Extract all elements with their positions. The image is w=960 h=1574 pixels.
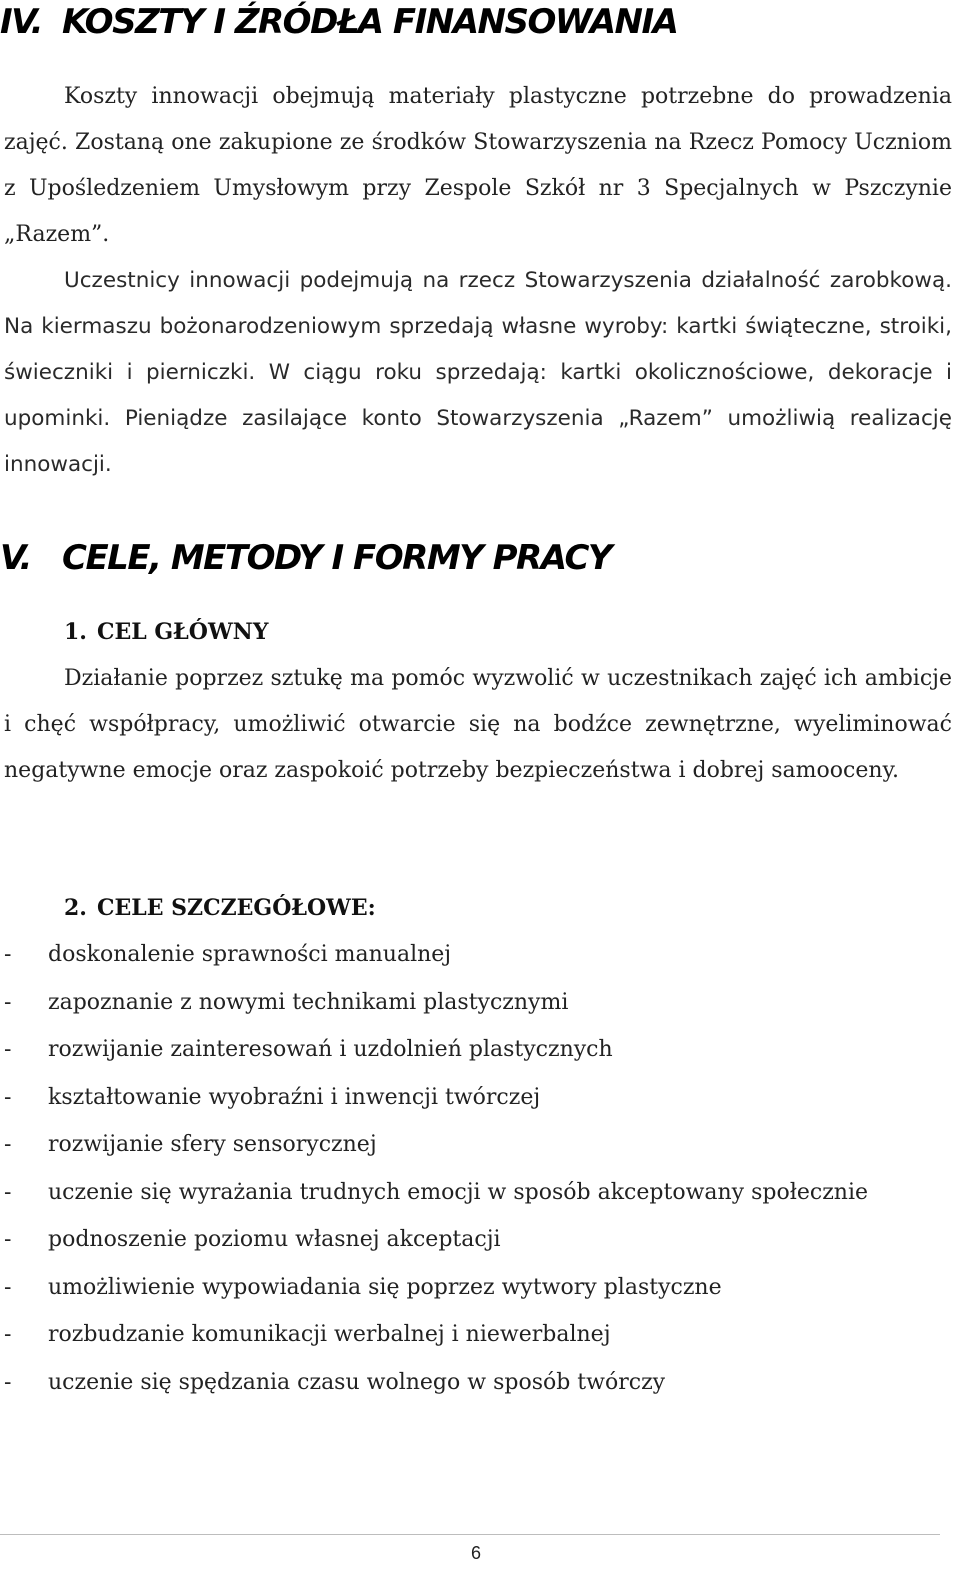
main-goal-number: 1. — [64, 619, 87, 645]
dash-bullet: - — [4, 942, 12, 967]
specific-goals-heading — [64, 895, 376, 921]
dash-bullet: - — [4, 1227, 12, 1252]
main-goal-title: CEL GŁÓWNY — [96, 619, 269, 645]
section-4-heading — [0, 2, 677, 42]
main-goal-heading — [64, 619, 268, 645]
list-item — [0, 1027, 952, 1073]
list-item-text: zapoznanie z nowymi technikami plastycznymi — [48, 989, 569, 1015]
list-item — [0, 980, 952, 1026]
dash-bullet: - — [4, 1179, 12, 1205]
dash-bullet: - — [4, 989, 12, 1015]
earning-activity-paragraph: Uczestnicy innowacji podejmują na rzecz Stowarzyszenia działalność zarobkową. Na kiermaszu bożonarodzeniowym sprzedają własne wyroby: kartki świąteczne, stroiki, świeczniki i pierniczki. W ciągu roku sprzedają: kartki okolicznościowe, dekoracje i upominki. Pieniądze zasilające konto Stowarzyszenia „Razem” umożliwią realizację innowacji. — [4, 268, 952, 477]
main-goal-paragraph: Działanie poprzez sztukę ma pomóc wyzwolić w uczestnikach zajęć ich ambicje i chęć współpracy, umożliwić otwarcie się na bodźce zewnętrzne, wyeliminować negatywne emocje oraz zaspokoić potrzeby bezpieczeństwa i dobrej samooceny. — [4, 666, 952, 783]
specific-goals-number: 2. — [64, 895, 87, 921]
specific-goals-list — [0, 932, 952, 1407]
dash-bullet: - — [4, 1369, 12, 1395]
list-item-text: podnoszenie poziomu własnej akceptacji — [48, 1227, 501, 1252]
list-item — [0, 1360, 952, 1406]
section-5-title: CELE, METODY I FORMY PRACY — [62, 538, 612, 578]
section-4-number: IV. — [0, 2, 43, 42]
list-item — [0, 1217, 952, 1263]
list-item-text: rozwijanie zainteresowań i uzdolnień plastycznych — [48, 1037, 613, 1062]
list-item — [0, 1170, 952, 1216]
dash-bullet: - — [4, 1037, 12, 1062]
list-item-text: doskonalenie sprawności manualnej — [48, 942, 452, 967]
list-item — [0, 1075, 952, 1121]
specific-goals-title: CELE SZCZEGÓŁOWE: — [96, 895, 376, 921]
costs-paragraph: Koszty innowacji obejmują materiały plastyczne potrzebne do prowadzenia zajęć. Zostaną one zakupione ze środków Stowarzyszenia na Rzecz Pomocy Uczniom z Upośledzeniem Umysłowym przy Zespole Szkół nr 3 Specjalnych w Pszczynie „Razem”. — [4, 84, 952, 247]
list-item-text: rozbudzanie komunikacji werbalnej i niewerbalnej — [48, 1322, 611, 1347]
section-4-title: KOSZTY I ŹRÓDŁA FINANSOWANIA — [62, 2, 678, 42]
list-item-text: kształtowanie wyobraźni i inwencji twórczej — [48, 1084, 541, 1110]
dash-bullet: - — [4, 1322, 12, 1347]
list-item — [0, 1122, 952, 1168]
list-item — [0, 1312, 952, 1358]
list-item-text: umożliwienie wypowiadania się poprzez wytwory plastyczne — [48, 1274, 722, 1300]
list-item-text: uczenie się spędzania czasu wolnego w sposób twórczy — [48, 1369, 666, 1395]
page-number: 6 — [470, 1543, 481, 1563]
list-item — [0, 1265, 952, 1311]
footer-divider — [0, 1534, 940, 1535]
list-item-text: uczenie się wyrażania trudnych emocji w sposób akceptowany społecznie — [48, 1179, 869, 1205]
dash-bullet: - — [4, 1132, 12, 1157]
dash-bullet: - — [4, 1274, 12, 1300]
dash-bullet: - — [4, 1084, 12, 1110]
list-item-text: rozwijanie sfery sensorycznej — [48, 1132, 377, 1157]
section-5-number: V. — [0, 538, 31, 578]
list-item — [0, 932, 952, 978]
section-5-heading — [0, 538, 611, 578]
